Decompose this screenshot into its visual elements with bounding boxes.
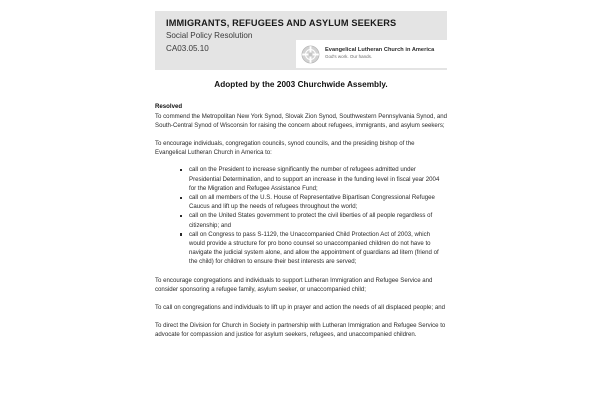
logo-wordmark (325, 48, 434, 60)
paragraph-encourage-congregations: To encourage congregations and individuals to support Lutheran Immigration and Refugee Service and consider sponsoring a refugee family, asylum seeker, or unaccompanied child; (155, 276, 433, 293)
list-item: call on the President to increase significantly the number of refugees admitted under Presidential Determination, and to support an increase in the funding level in fiscal year 2004 for the Migration and Refugee Assistance Fund; (180, 165, 447, 193)
resolution-bullet-list (155, 165, 447, 266)
adopted-statement: Adopted by the 2003 Churchwide Assembly. (214, 80, 388, 89)
document-subtitle: Social Policy Resolution (166, 31, 253, 40)
paragraph-encourage-leaders: To encourage individuals, congregation councils, synod councils, and the presiding bishop of the Evangelical Lutheran Church in America to: (155, 139, 415, 157)
list-item: call on Congress to pass S-1129, the Unaccompanied Child Protection Act of 2003, which would provide a structure for pro bono counsel so unaccompanied children do not have to navigate the judicial system alone, and allow the appointment of guardians ad litem (friend of the child) for children to ensure their best interests are served; (180, 230, 447, 267)
elca-celtic-cross-logo-icon (301, 45, 320, 64)
organization-logo-lockup (296, 40, 450, 68)
organization-tagline: God's work. Our hands. (325, 54, 373, 60)
resolved-heading: Resolved (155, 103, 183, 110)
page-title: IMMIGRANTS, REFUGEES AND ASYLUM SEEKERS (166, 18, 397, 28)
list-item: call on the United States government to protect the civil liberties of all people regardless of citizenship; and (180, 211, 447, 229)
paragraph-direct-division: To direct the Division for Church in Society in partnership with Lutheran Immigration and Refugee Service to advocate for compassion and justice for asylum seekers, refugees, and unaccompanied children. (155, 322, 446, 339)
paragraph-call-prayer: To call on congregations and individuals to lift up in prayer and action the needs of all displaced people; and (155, 303, 445, 311)
list-item: call on all members of the U.S. House of Representative Bipartisan Congressional Refugee Caucus and lift up the needs of refugees throughout the world; (180, 193, 447, 211)
organization-name: Evangelical Lutheran Church in America (325, 46, 435, 53)
paragraph-commend: To commend the Metropolitan New York Synod, Slovak Zion Synod, Southwestern Pennsylvania Synod, and South-Central Synod of Wisconsin for raising the concern about refugees, immigrants, and asylum seekers; (155, 112, 447, 129)
document-number: CA03.05.10 (166, 43, 209, 53)
document-body (155, 80, 447, 349)
